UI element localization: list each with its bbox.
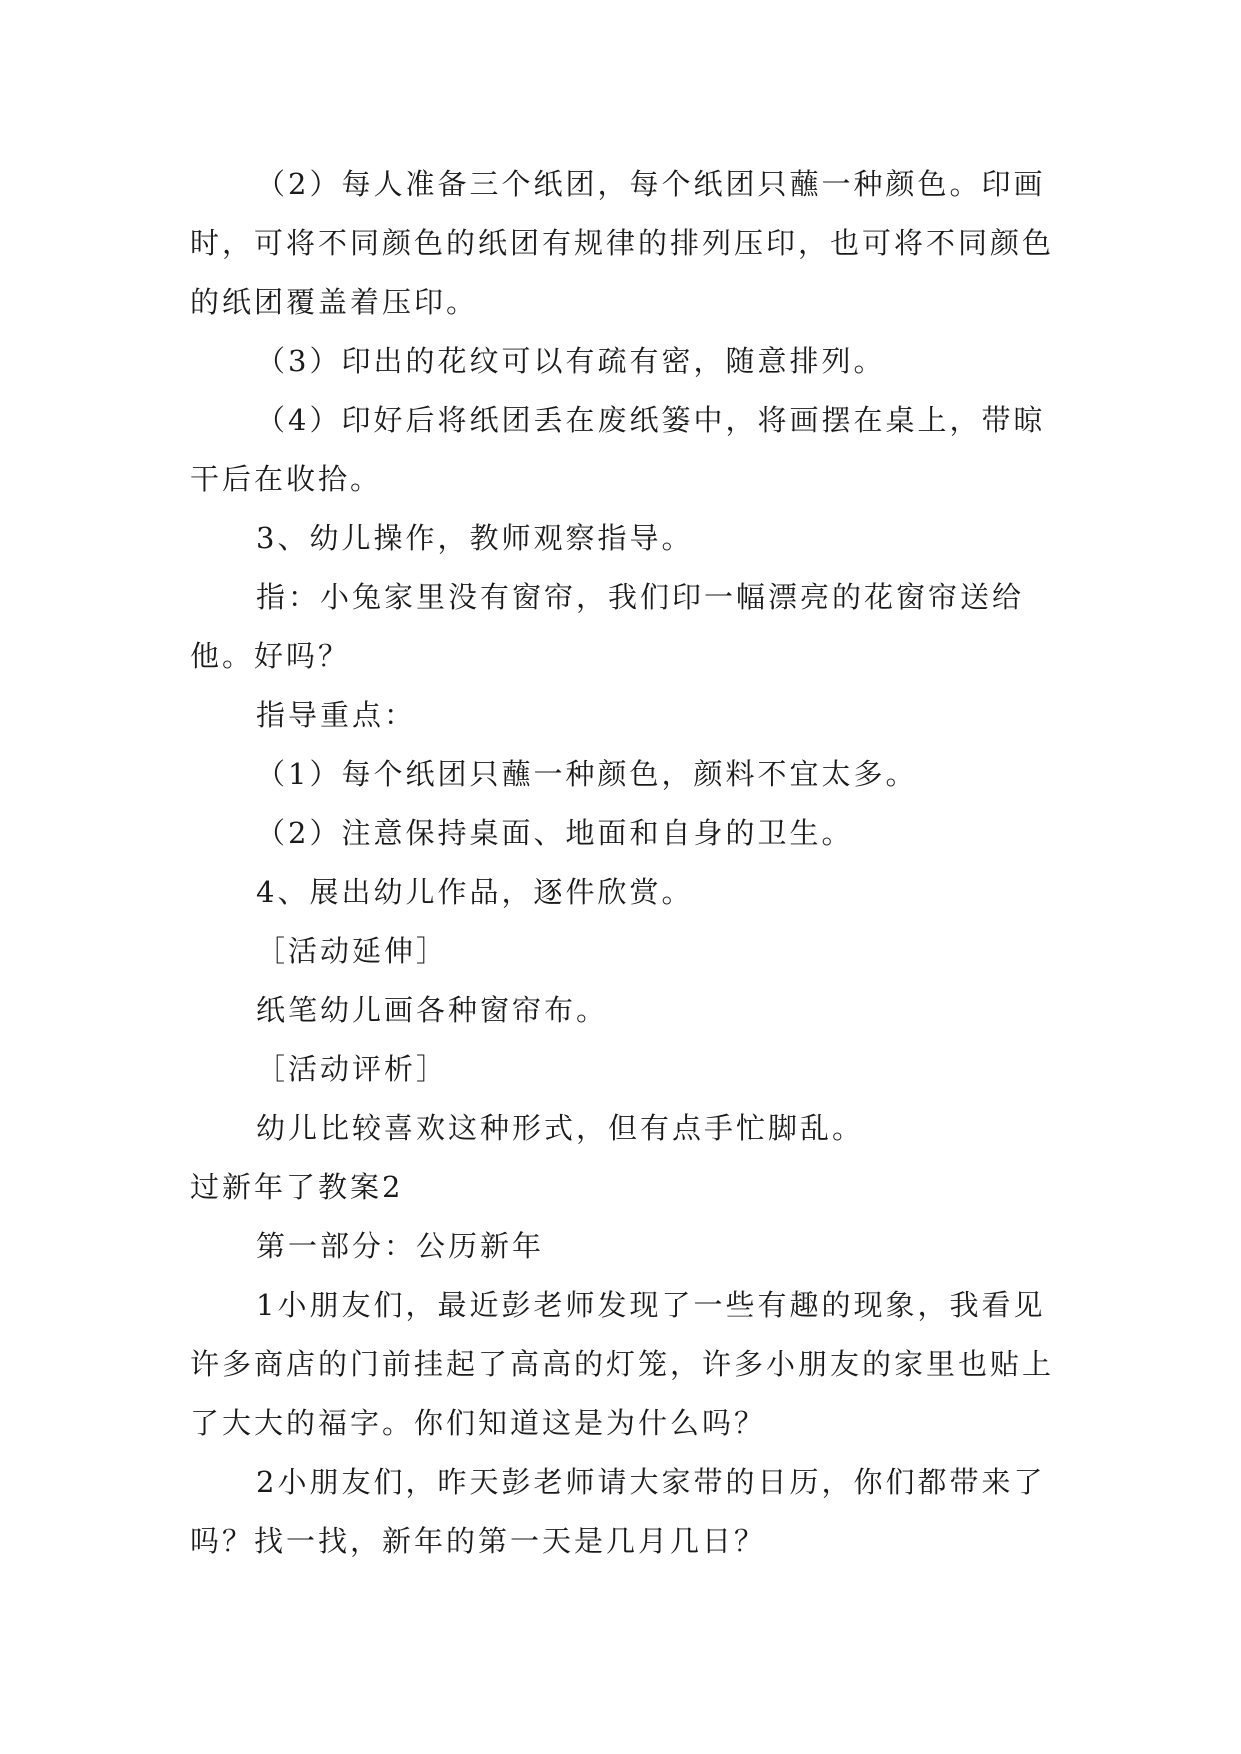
paragraph-extension: 纸笔幼儿画各种窗帘布。 xyxy=(256,993,609,1027)
document-body xyxy=(190,155,1060,1571)
paragraph-guidance: 指：小兔家里没有窗帘，我们印一幅漂亮的花窗帘送给他。好吗？ xyxy=(190,580,1025,673)
paragraph-exhibit: 4、展出幼儿作品，逐件欣赏。 xyxy=(256,875,694,909)
part-one-heading: 第一部分：公历新年 xyxy=(256,1229,545,1263)
paragraph-step-3: （3）印出的花纹可以有疏有密，随意排列。 xyxy=(256,344,886,378)
section-heading-evaluation: ［活动评析］ xyxy=(256,1052,449,1086)
paragraph-step-4: （4）印好后将纸团丢在废纸篓中，将画摆在桌上，带晾干后在收拾。 xyxy=(190,403,1046,496)
paragraph-guidance-point-2: （2）注意保持桌面、地面和自身的卫生。 xyxy=(256,816,854,850)
paragraph-guidance-point-1: （1）每个纸团只蘸一种颜色，颜料不宜太多。 xyxy=(256,757,918,791)
paragraph-evaluation: 幼儿比较喜欢这种形式，但有点手忙脚乱。 xyxy=(256,1111,865,1145)
paragraph-part-one-1: 1小朋友们，最近彭老师发现了一些有趣的现象，我看见许多商店的门前挂起了高高的灯笼，许多小朋友的家里也贴上了大大的福字。你们知道这是为什么吗？ xyxy=(190,1288,1055,1440)
lesson-plan-title: 过新年了教案2 xyxy=(190,1170,404,1204)
paragraph-part-one-2: 2小朋友们，昨天彭老师请大家带的日历，你们都带来了吗？找一找，新年的第一天是几月几日？ xyxy=(190,1465,1046,1558)
section-heading-extension: ［活动延伸］ xyxy=(256,934,449,968)
paragraph-operation: 3、幼儿操作，教师观察指导。 xyxy=(256,521,694,555)
paragraph-step-2: （2）每人准备三个纸团，每个纸团只蘸一种颜色。印画时，可将不同颜色的纸团有规律的排列压印，也可将不同颜色的纸团覆盖着压印。 xyxy=(190,167,1055,319)
paragraph-guidance-heading: 指导重点： xyxy=(256,698,417,732)
